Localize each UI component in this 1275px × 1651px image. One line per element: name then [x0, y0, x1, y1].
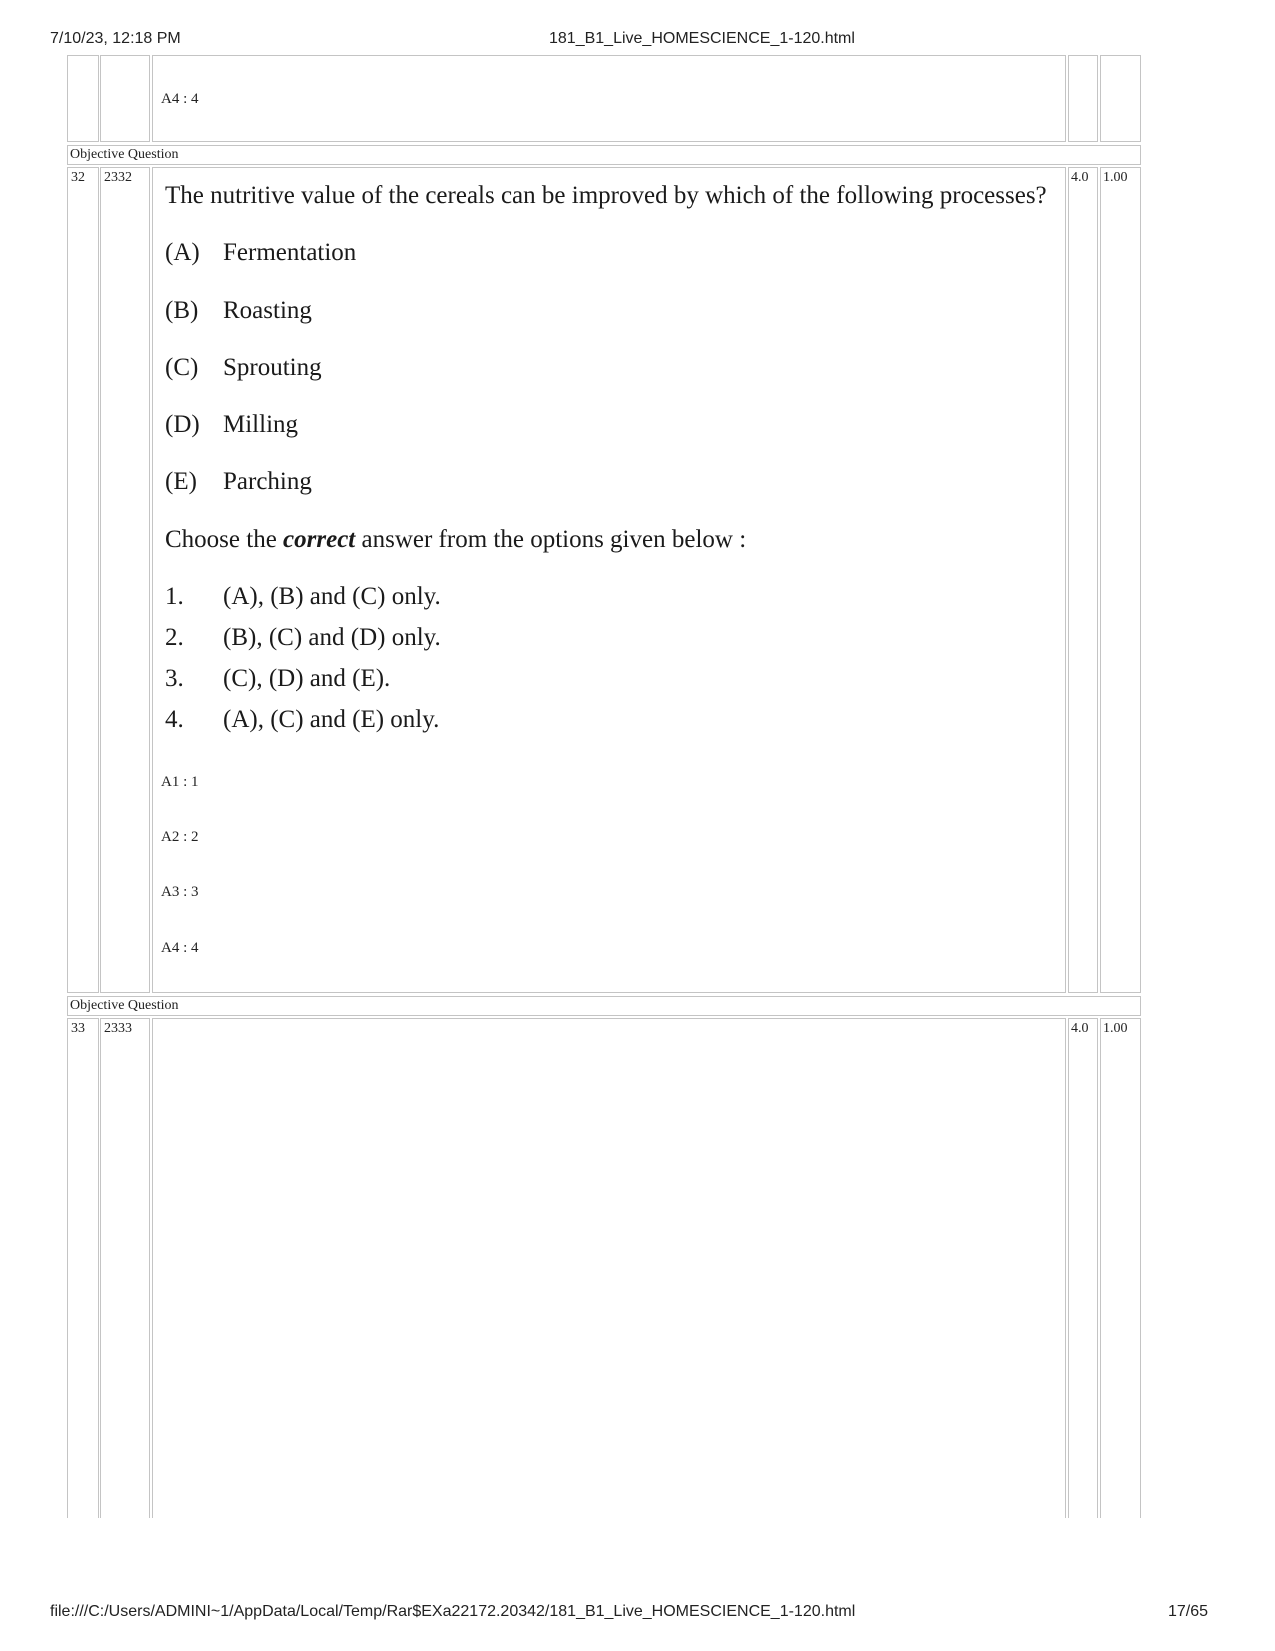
print-page-number: 17/65 — [1168, 1603, 1209, 1620]
choice-number-1: 1. — [165, 583, 184, 610]
instruction — [165, 526, 746, 554]
question-id: 2332 — [104, 170, 132, 185]
answer-2: A2 : 2 — [161, 829, 199, 845]
question-content-cell — [152, 167, 1066, 993]
question-content-cell — [152, 1018, 1066, 1518]
print-doc-title: 181_B1_Live_HOMESCIENCE_1-120.html — [549, 30, 855, 47]
option-text-d: Milling — [223, 411, 299, 438]
answer-1: A1 : 1 — [161, 774, 199, 790]
print-datetime: 7/10/23, 12:18 PM — [50, 30, 181, 47]
instruction-post: answer from the options given below : — [355, 526, 747, 553]
negative-marks-value: 1.00 — [1103, 1021, 1128, 1036]
section-label-row-q33 — [67, 996, 1141, 1016]
answer-4: A4 : 4 — [161, 940, 199, 956]
question-id: 2333 — [104, 1021, 132, 1036]
choice-number-3: 3. — [165, 665, 184, 692]
negative-marks-value: 1.00 — [1103, 170, 1128, 185]
question-number-cell — [67, 167, 99, 993]
choice-number-2: 2. — [165, 624, 184, 651]
option-label-c: (C) — [165, 354, 199, 381]
section-label: Objective Question — [70, 147, 179, 162]
prev-content-cell — [152, 55, 1066, 142]
marks-value: 4.0 — [1071, 1021, 1089, 1036]
negative-marks-cell — [1100, 1018, 1141, 1518]
option-text-e: Parching — [223, 468, 312, 495]
option-text-a: Fermentation — [223, 239, 357, 266]
question-number: 33 — [71, 1021, 85, 1036]
choice-text-2: (B), (C) and (D) only. — [223, 624, 441, 651]
question-stem: The nutritive value of the cereals can be improved by which of the following processes? — [165, 182, 1047, 209]
question-number: 32 — [71, 170, 85, 185]
choice-number-4: 4. — [165, 706, 184, 733]
marks-cell — [1068, 1018, 1098, 1518]
section-label-row-q32 — [67, 145, 1141, 165]
choice-text-4: (A), (C) and (E) only. — [223, 706, 440, 733]
negative-marks-cell — [1100, 167, 1141, 993]
option-label-e: (E) — [165, 468, 197, 495]
prev-negative-cell — [1100, 55, 1141, 142]
instruction-emphasis: correct — [283, 526, 356, 553]
prev-number-cell — [67, 55, 99, 142]
option-label-d: (D) — [165, 411, 200, 438]
question-number-cell — [67, 1018, 99, 1518]
print-file-path: file:///C:/Users/ADMINI~1/AppData/Local/Temp/Rar$EXa22172.20342/181_B1_Live_HOMESCIENCE_1-120.html — [50, 1603, 856, 1620]
question-id-cell — [100, 167, 150, 993]
option-text-b: Roasting — [223, 297, 312, 324]
section-label: Objective Question — [70, 998, 179, 1013]
question-id-cell — [100, 1018, 150, 1518]
marks-cell — [1068, 167, 1098, 993]
prev-answer-4: A4 : 4 — [161, 91, 199, 107]
option-text-c: Sprouting — [223, 354, 322, 381]
choice-text-3: (C), (D) and (E). — [223, 665, 391, 692]
marks-value: 4.0 — [1071, 170, 1089, 185]
instruction-pre: Choose the — [165, 526, 284, 553]
prev-marks-cell — [1068, 55, 1098, 142]
option-label-a: (A) — [165, 239, 200, 266]
prev-id-cell — [100, 55, 150, 142]
choice-text-1: (A), (B) and (C) only. — [223, 583, 441, 610]
answer-3: A3 : 3 — [161, 884, 199, 900]
option-label-b: (B) — [165, 297, 199, 324]
